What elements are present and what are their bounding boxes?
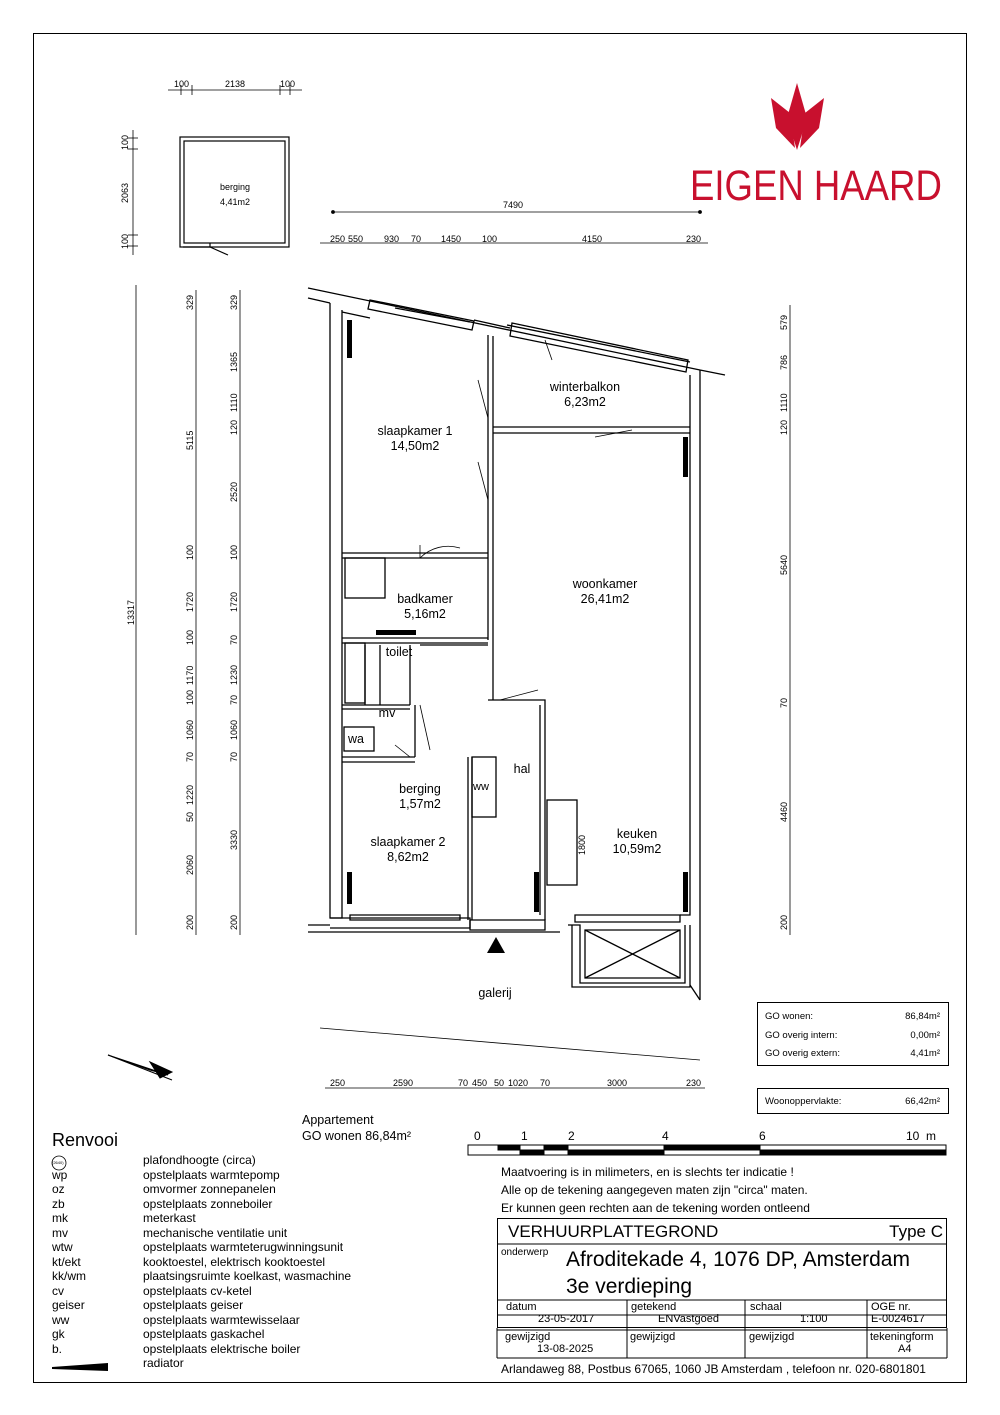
floor: 3e verdieping [566,1275,693,1298]
dim-label: 120 [779,419,789,435]
gewijzigd-label: gewijzigd [630,1331,676,1343]
dim-label: 1450 [441,234,462,244]
dim-label: 230 [686,234,702,244]
dim-label: 100 [185,689,195,705]
dim-label: 4150 [582,234,603,244]
renvooi-description: opstelplaats gaskachel [143,1327,265,1341]
dim-label: 3330 [229,829,239,850]
tekeningform-value: A4 [898,1343,912,1355]
title-block [497,1218,947,1328]
renvooi-code: geiser [52,1298,85,1312]
schaal-value: 1:100 [800,1313,828,1325]
dim-label: 70 [229,634,239,645]
room-slaapkamer-2: slaapkamer 2 8,62m2 [370,835,446,864]
renvooi-title: Renvooi [52,1130,119,1150]
dim-label: 70 [229,751,239,762]
ceiling-height-icon: (2640) [52,1160,64,1165]
dim-label: 100 [185,544,195,560]
renvooi-description: opstelplaats geiser [143,1298,244,1312]
note-line: Alle op de tekening aangegeven maten zijn "circa" maten. [501,1183,808,1197]
dim-label: 1110 [229,393,239,412]
room-ww: ww [473,781,489,793]
schaal-label: schaal [750,1301,782,1313]
dim-label: 70 [229,694,239,705]
go-label: GO overig extern: [765,1048,840,1059]
renvooi-description: radiator [143,1356,184,1370]
dim-label: 7490 [503,200,524,210]
go-value: 0,00m² [910,1030,940,1041]
appartement-label: Appartement [302,1113,374,1127]
renvooi-code: kk/wm [52,1269,86,1283]
dim-label: 50 [185,811,195,822]
room-winterbalkon: winterbalkon 6,23m2 [549,380,621,409]
oge-label: OGE nr. [871,1301,911,1313]
oge-value: E-0024617 [871,1313,925,1325]
renvooi-description: opstelplaats warmtewisselaar [143,1312,300,1327]
room-name: berging [219,182,251,192]
renvooi-description: omvormer zonnepanelen [143,1182,276,1196]
room-galerij: galerij [478,986,512,1000]
room-toilet: toilet [385,645,413,659]
renvooi-code: b. [52,1341,63,1356]
dim-label: 2520 [229,481,239,502]
dim-label: 5640 [779,554,789,575]
logo-text: EIGEN HAARD [690,162,942,210]
dim-label: 1060 [229,719,239,740]
dim-label: 100 [229,544,239,560]
getekend-label: getekend [631,1301,677,1313]
address: Afroditekade 4, 1076 DP, Amsterdam [566,1248,910,1271]
room-badkamer: badkamer 5,16m2 [397,592,453,621]
woon-value: 66,42m² [905,1096,940,1107]
scale-label: 6 [759,1129,766,1143]
dim-label: 4460 [779,801,789,822]
scale-label: 2 [568,1129,575,1143]
dim-label: 1720 [229,591,239,612]
renvooi-description: mechanische ventilatie unit [143,1225,288,1240]
woon-label: Woonoppervlakte: [765,1096,842,1107]
renvooi-description: opstelplaats zonneboiler [143,1196,273,1211]
dim-label: 70 [185,751,195,762]
note-line: Maatvoering is in milimeters, en is slechts ter indicatie ! [501,1165,794,1179]
dim-label: 100 [174,79,190,89]
gewijzigd-value: 13-08-2025 [537,1343,594,1355]
dim-label: 230 [686,1078,702,1088]
appartement-go: GO wonen 86,84m² [302,1129,412,1143]
renvooi-description: meterkast [143,1211,196,1225]
dim-label: 50 [494,1078,505,1088]
dim-label: 70 [779,697,789,708]
dim-label: 2060 [185,854,195,875]
dim-label: 3000 [607,1078,628,1088]
go-value: 86,84m² [905,1011,940,1022]
dim-label: 13317 [126,599,136,625]
outside-berging-label [200,180,270,210]
footer-address: Arlandaweg 88, Postbus 67065, 1060 JB Amsterdam , telefoon nr. 020-6801801 [501,1362,926,1376]
dim-label: 1110 [779,393,789,412]
dim-label: 1220 [185,784,195,805]
dim-label: 70 [411,234,422,244]
renvooi-description: plafondhoogte (circa) [143,1153,256,1167]
getekend-value: ENVastgoed [658,1313,719,1325]
dim-label: 250 [330,1078,346,1088]
dim-label: 1365 [229,351,239,372]
scale-label: 10 m [906,1129,937,1143]
dim-label: 100 [120,134,130,150]
dim-label: 2138 [225,79,246,89]
room-berging: berging 1,57m2 [399,782,441,811]
gewijzigd-label: gewijzigd [749,1331,795,1343]
renvooi-code: gk [52,1327,65,1341]
renvooi-code: mv [52,1225,68,1240]
dim-label: 200 [229,914,239,930]
dim-label: 329 [185,294,195,310]
renvooi-code: wtw [52,1240,73,1254]
gewijzigd-label: gewijzigd [505,1331,551,1343]
renvooi-code: wp [52,1167,68,1182]
logo-icon [771,83,824,150]
room-wa: wa [348,732,364,746]
dim-label: 2063 [120,182,130,203]
title-block-title: VERHUURPLATTEGROND [508,1222,719,1241]
dim-label: 1020 [508,1078,529,1088]
renvooi-description: opstelplaats elektrische boiler [143,1341,301,1356]
dim-label: 70 [540,1078,551,1088]
dim-label: 550 [348,234,364,244]
renvooi-description: plaatsingsruimte koelkast, wasmachine [143,1269,352,1283]
dim-label: 1230 [229,664,239,685]
dim-label: 5115 [185,430,195,450]
note-line: Er kunnen geen rechten aan de tekening worden ontleend [501,1201,810,1215]
renvooi-code: cv [52,1283,64,1298]
dim-label: 1800 [577,834,587,855]
scale-label: 4 [662,1129,669,1143]
scale-label: 0 [474,1129,481,1143]
datum-label: datum [506,1301,537,1313]
dim-label: 329 [229,294,239,310]
dim-label: 100 [185,629,195,645]
dim-label: 200 [779,914,789,930]
renvooi-code: ww [52,1312,70,1327]
dim-label: 120 [229,419,239,435]
dim-label: 1170 [185,665,195,685]
datum-value: 23-05-2017 [538,1313,595,1325]
go-area-box [757,1002,949,1066]
room-area: 4,41m2 [219,197,251,207]
room-slaapkamer-1: slaapkamer 1 14,50m2 [377,424,453,453]
renvooi-description: opstelplaats warmtepomp [143,1167,280,1182]
go-value: 4,41m² [910,1048,940,1059]
dim-label: 100 [280,79,296,89]
dim-label: 100 [482,234,498,244]
go-label: GO overig intern: [765,1030,838,1041]
dim-label: 450 [472,1078,488,1088]
room-hal: hal [513,762,531,776]
dim-label: 100 [120,233,130,249]
dim-label: 2590 [393,1078,414,1088]
compass-icon [108,1055,172,1080]
renvooi-code: oz [52,1182,65,1196]
dim-label: 579 [779,314,789,330]
go-label: GO wonen: [765,1011,814,1022]
dim-label: 1720 [185,591,195,612]
tekeningform-label: tekeningform [870,1331,934,1343]
renvooi-description: kooktoestel, elektrisch kooktoestel [143,1254,326,1269]
onderwerp-label: onderwerp [501,1247,549,1258]
dim-label: 200 [185,914,195,930]
title-block-type: Type C [889,1222,943,1241]
dim-label: 1060 [185,719,195,740]
room-mv: mv [378,706,396,720]
dim-label: 70 [458,1078,469,1088]
dim-label: 250 [330,234,346,244]
renvooi-code: zb [52,1196,65,1211]
woonoppervlakte-box [757,1088,949,1114]
room-woonkamer: woonkamer 26,41m2 [572,577,638,606]
scale-label: 1 [521,1129,528,1143]
renvooi-description: opstelplaats warmteterugwinningsunit [143,1240,344,1254]
dim-label: 930 [384,234,400,244]
renvooi-description: opstelplaats cv-ketel [143,1283,252,1298]
renvooi-code: mk [52,1211,68,1225]
dim-label: 786 [779,354,789,370]
renvooi-code: kt/ekt [52,1254,81,1269]
room-keuken: keuken 10,59m2 [612,827,662,856]
